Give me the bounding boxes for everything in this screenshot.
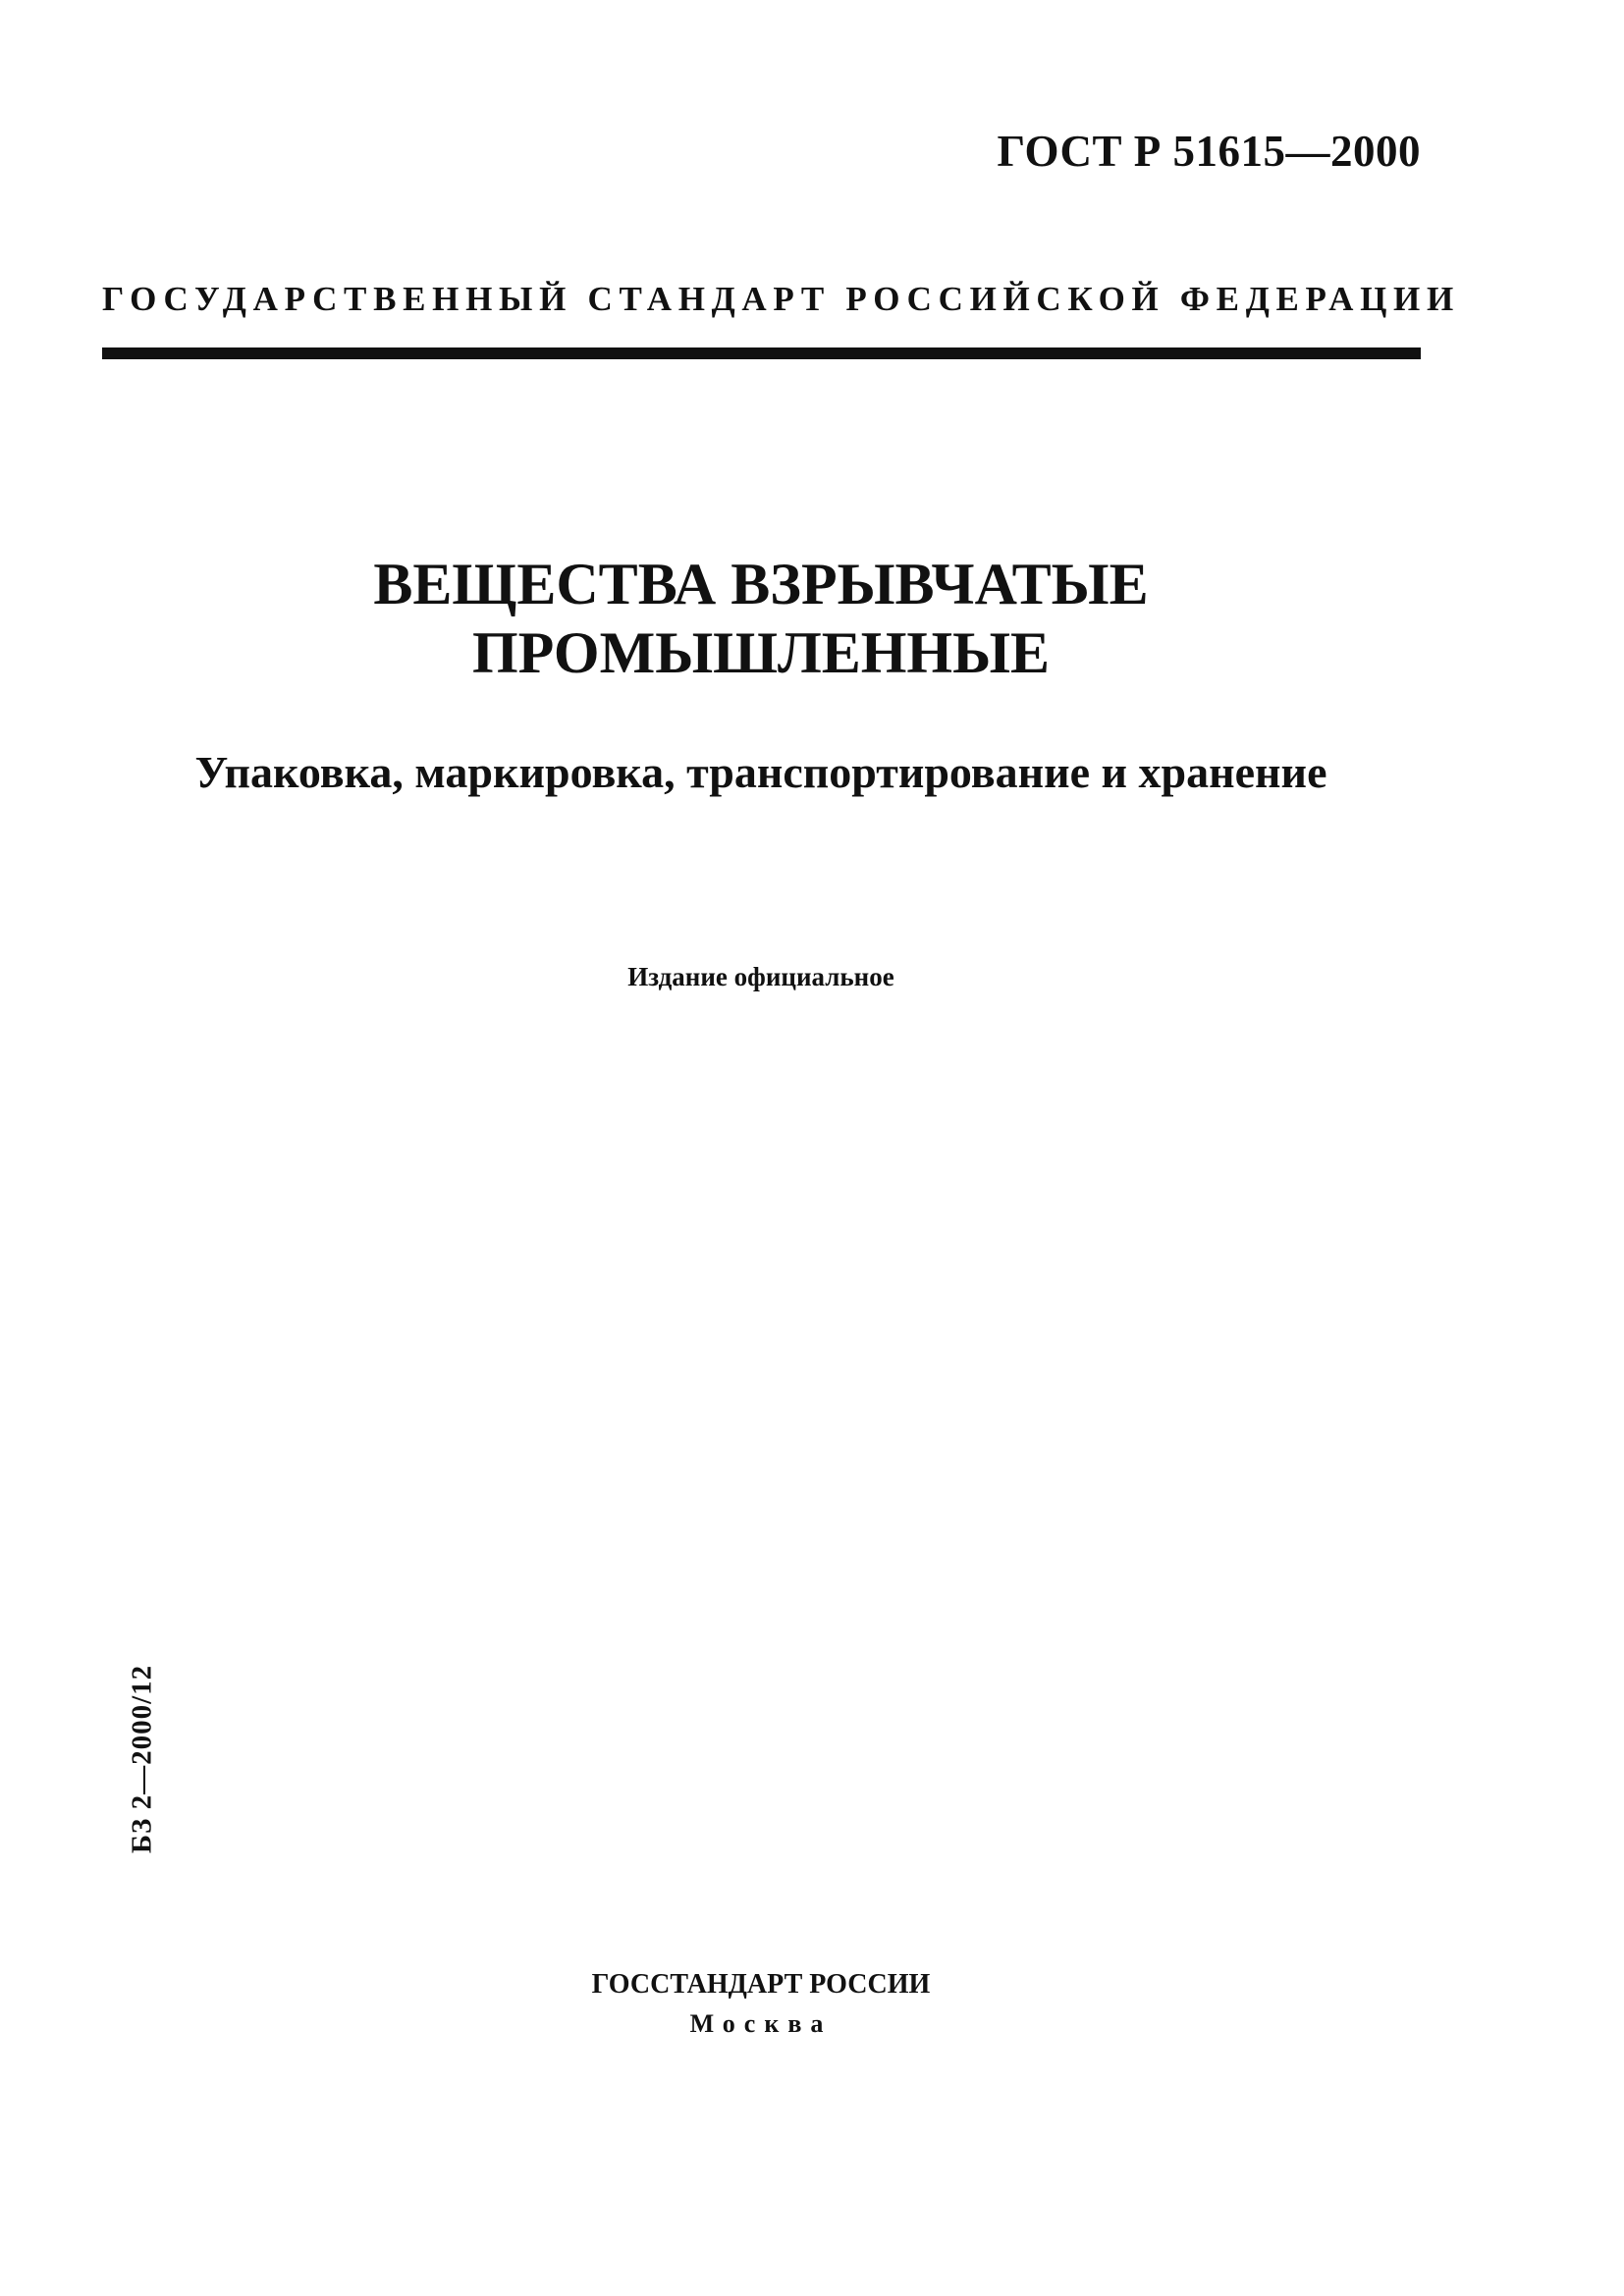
publisher-city: Москва xyxy=(689,2009,833,2038)
side-code: БЗ 2—2000/12 xyxy=(126,1664,158,1854)
header-rule xyxy=(102,347,1421,359)
document-title xyxy=(0,550,1522,687)
publisher: ГОССТАНДАРТ РОССИИ xyxy=(591,1969,931,2000)
document-subtitle: Упаковка, маркировка, транспортирование и хранение xyxy=(194,747,1327,797)
edition-note: Издание официальное xyxy=(627,962,894,991)
title-line-2: ПРОМЫШЛЕННЫЕ xyxy=(471,620,1051,685)
standard-designation: ГОСТ Р 51615—2000 xyxy=(997,127,1421,176)
standard-header: ГОСУДАРСТВЕННЫЙ СТАНДАРТ РОССИЙСКОЙ ФЕДЕРАЦИИ xyxy=(102,280,1460,318)
title-line-1: ВЕЩЕСТВА ВЗРЫВЧАТЫЕ xyxy=(373,552,1149,616)
